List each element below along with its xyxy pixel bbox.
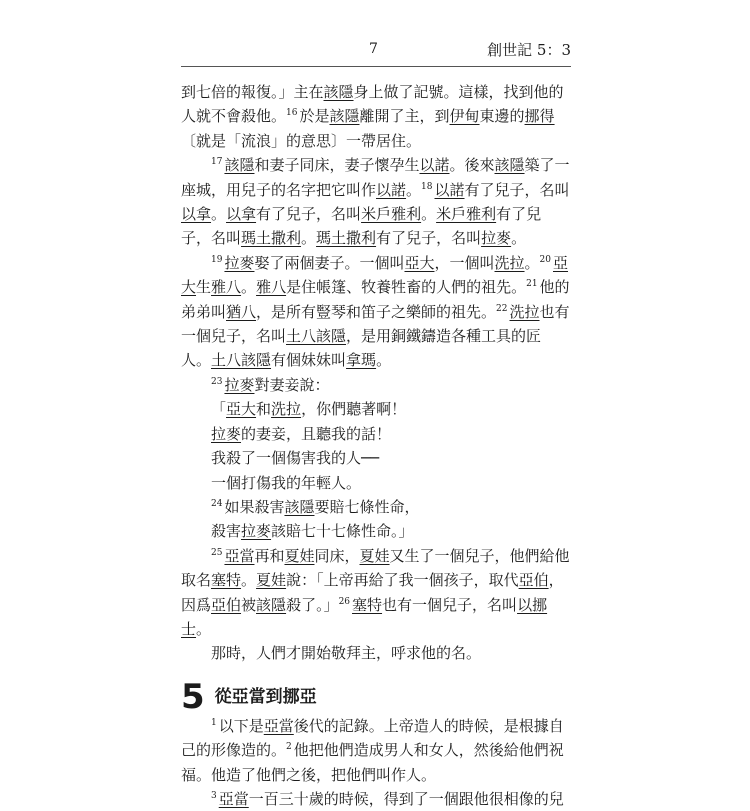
page-number: 7 xyxy=(369,41,378,57)
text-run: 離開了主，到 xyxy=(359,107,450,126)
text-run: 生 xyxy=(196,278,212,297)
chapter-number: 5 xyxy=(181,676,205,717)
proper-name: 亞當 xyxy=(224,546,255,565)
proper-name: 亞當 xyxy=(263,716,294,735)
proper-name: 土八該隱 xyxy=(286,327,347,346)
text-run: 說：「上帝再給了我一個孩子，取代 xyxy=(286,571,519,590)
verse-number: 1 xyxy=(211,717,217,728)
verse-number: 25 xyxy=(211,547,223,558)
text-run: 。 xyxy=(406,180,422,199)
verse-number: 16 xyxy=(286,108,298,119)
text-run: 和 xyxy=(256,400,272,419)
paragraph xyxy=(181,251,571,373)
page-header xyxy=(181,38,571,64)
proper-name: 塞特 xyxy=(211,571,242,590)
text-run: 有了兒子，名叫 xyxy=(256,205,362,224)
proper-name: 亞大 xyxy=(404,253,435,272)
text-run: 是住帳篷、牧養牲畜的人們的祖先。 xyxy=(286,278,527,297)
proper-name: 以諾 xyxy=(376,180,407,199)
verse-number: 22 xyxy=(496,303,508,314)
proper-name: 拿瑪 xyxy=(346,351,377,370)
proper-name: 該隱 xyxy=(256,595,287,614)
proper-name: 土八該隱 xyxy=(211,351,272,370)
chapter-heading xyxy=(181,676,571,717)
poem-block xyxy=(181,397,571,543)
text-run: 被 xyxy=(241,595,257,614)
text-run: ，一個叫 xyxy=(434,253,495,272)
text-run: 再和 xyxy=(254,546,285,565)
poem-line xyxy=(211,471,571,495)
text-run: 他把他們造成男人和女人，然後給他們祝福。他造了他們之後，把他們叫作人。 xyxy=(181,741,564,784)
text-run: 殺了。」 xyxy=(286,595,339,614)
proper-name: 以拿 xyxy=(181,205,212,224)
text-run: 以下是 xyxy=(218,716,264,735)
proper-name: 亞伯 xyxy=(518,571,549,590)
text-run: 身上做了記號。這樣，找到他的人就不會殺他。 xyxy=(181,83,564,126)
proper-name: 雅八 xyxy=(256,278,287,297)
verse-number: 19 xyxy=(211,254,223,265)
text-run: 後代的記錄。上帝造人的時候，是根據自己的形像造的。 xyxy=(181,716,564,760)
poem-line xyxy=(211,397,571,421)
proper-name: 伊甸 xyxy=(449,107,480,126)
paragraph xyxy=(181,641,571,665)
text-run: 築了一座城，用兒子的名字把它叫作 xyxy=(181,156,570,199)
proper-name: 挪得 xyxy=(524,107,555,126)
text-run: 有了兒子，名叫 xyxy=(376,229,482,248)
text-run: 娶了兩個妻子。一個叫 xyxy=(254,253,405,272)
text-run: 殺害 xyxy=(211,522,242,541)
text-run: 。 xyxy=(211,205,227,224)
text-run: 那時，人們才開始敬拜主，呼求他的名。 xyxy=(211,644,482,663)
proper-name: 該隱 xyxy=(329,107,360,126)
text-run: 如果殺害 xyxy=(224,497,285,516)
proper-name: 亞大 xyxy=(226,400,257,419)
text-run: 要賠七條性命， xyxy=(314,497,420,516)
paragraph xyxy=(181,544,571,642)
proper-name: 夏娃 xyxy=(284,546,315,565)
text-run: 的妻妾，且聽我的話！ xyxy=(241,424,392,443)
text-run: 同床， xyxy=(314,546,360,565)
proper-name: 米戶雅利 xyxy=(436,205,497,224)
text-run: 也有一個兒子，名叫 xyxy=(382,595,518,614)
chapter-title: 從亞當到挪亞 xyxy=(214,686,317,707)
poem-line xyxy=(211,422,571,446)
text-run: 。 xyxy=(511,229,527,248)
verse-number: 18 xyxy=(421,181,433,192)
text-run: 。 xyxy=(301,229,317,248)
proper-name: 以諾 xyxy=(419,156,450,175)
poem-line xyxy=(211,495,571,519)
proper-name: 拉麥 xyxy=(211,424,242,443)
verse-number: 3 xyxy=(211,790,217,801)
proper-name: 亞大 xyxy=(181,253,569,297)
verse-number: 24 xyxy=(211,498,223,509)
proper-name: 該隱 xyxy=(284,497,315,516)
poem-line xyxy=(211,519,571,543)
proper-name: 拉麥 xyxy=(224,253,255,272)
paragraph xyxy=(181,153,571,251)
text-run: 〔就是「流浪」的意思〕一帶居住。 xyxy=(181,131,422,150)
text-run: 對妻妾說： xyxy=(254,375,330,394)
proper-name: 米戶雅利 xyxy=(361,205,422,224)
verse-number: 23 xyxy=(211,376,223,387)
proper-name: 瑪土撒利 xyxy=(316,229,377,248)
text-run: 到七倍的報復。」主在 xyxy=(181,83,324,101)
proper-name: 洗拉 xyxy=(494,253,525,272)
text-run: 我殺了一個傷害我的人── xyxy=(211,449,380,468)
proper-name: 雅八 xyxy=(211,278,242,297)
verse-number: 17 xyxy=(211,157,223,168)
proper-name: 夏娃 xyxy=(256,571,287,590)
text-run: ，你們聽著啊！ xyxy=(301,400,407,419)
proper-name: 洗拉 xyxy=(271,400,302,419)
text-run: 。 xyxy=(421,205,437,224)
proper-name: 拉麥 xyxy=(224,375,255,394)
text-run: 一個打傷我的年輕人。 xyxy=(211,473,362,492)
text-run: ，是用銅鐵鑄造各種工具的匠人。 xyxy=(181,327,542,370)
text-run: 東邊的 xyxy=(479,107,525,126)
text-run: 一百三十歲的時候，得到了一個跟他很相像的兒 xyxy=(248,789,564,808)
text-run: 。 xyxy=(241,278,257,297)
paragraph xyxy=(181,80,571,153)
text-run: 。 xyxy=(241,571,257,590)
text-run: 他的弟弟叫 xyxy=(181,278,570,321)
verse-number: 20 xyxy=(539,254,551,265)
proper-name: 以諾 xyxy=(434,180,465,199)
proper-name: 以拿 xyxy=(226,205,257,224)
paragraph xyxy=(181,787,571,811)
proper-name: 拉麥 xyxy=(241,522,272,541)
proper-name: 洗拉 xyxy=(509,302,540,321)
poem-line xyxy=(211,446,571,470)
proper-name: 拉麥 xyxy=(481,229,512,248)
proper-name: 塞特 xyxy=(352,595,383,614)
text-run: 又生了一個兒子，他們給他取名 xyxy=(181,546,570,590)
scripture-text xyxy=(181,80,571,811)
text-run: ，因爲 xyxy=(181,571,564,614)
running-title: 創世記 5：3 xyxy=(487,41,571,59)
verse-number: 21 xyxy=(526,279,538,290)
verse-number: 26 xyxy=(338,596,351,607)
proper-name: 該隱 xyxy=(224,156,255,175)
text-run: ，是所有豎琴和笛子之樂師的祖先。 xyxy=(256,302,497,321)
text-run: 於是 xyxy=(299,107,330,126)
text-run: 。 xyxy=(376,351,392,370)
proper-name: 該隱 xyxy=(323,83,354,101)
text-run: 有個妹妹叫 xyxy=(271,351,347,370)
text-run: 有了兒子，名叫 xyxy=(464,180,570,199)
proper-name: 瑪土撒利 xyxy=(241,229,302,248)
text-run: 。 xyxy=(196,619,212,638)
text-run: 。 xyxy=(524,253,540,272)
text-run: 和妻子同床，妻子懷孕生 xyxy=(254,156,420,175)
verse-number: 2 xyxy=(286,742,292,753)
proper-name: 猶八 xyxy=(226,302,257,321)
text-run: 。後來 xyxy=(449,156,495,175)
proper-name: 該隱 xyxy=(494,156,525,175)
paragraph xyxy=(181,373,571,397)
text-run: 有了兒子，名叫 xyxy=(181,205,542,248)
text-run: 該賠七十七條性命。」 xyxy=(271,522,414,541)
proper-name: 夏娃 xyxy=(359,546,390,565)
proper-name: 亞當 xyxy=(218,789,249,808)
proper-name: 亞伯 xyxy=(211,595,242,614)
paragraph xyxy=(181,714,571,787)
text-run: 「 xyxy=(211,400,227,419)
text-run: 也有一個兒子，名叫 xyxy=(181,302,570,346)
proper-name: 以挪士 xyxy=(181,595,548,638)
header-rule xyxy=(181,66,571,67)
